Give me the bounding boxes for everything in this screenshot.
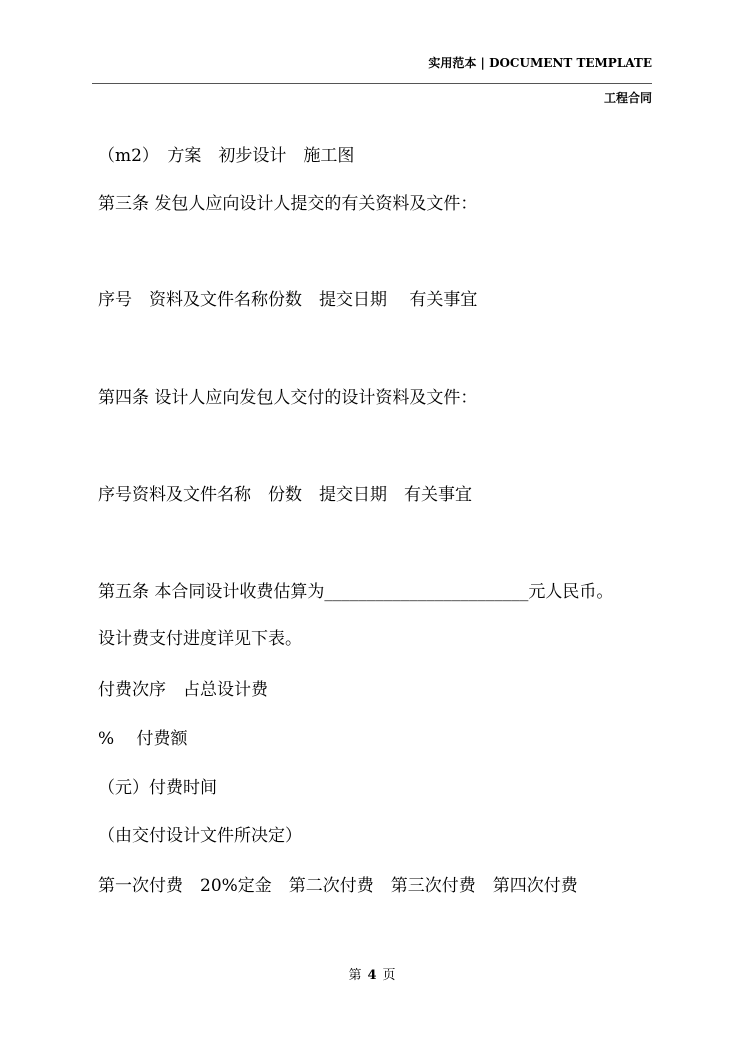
body-line-article-4: 第四条 设计人应向发包人交付的设计资料及文件：: [98, 388, 478, 408]
page-footer: [0, 964, 744, 983]
header-divider: [92, 83, 652, 84]
body-line-payment-stages: 第一次付费 20%定金 第二次付费 第三次付费 第四次付费: [98, 876, 578, 896]
footer-prefix: 第: [348, 968, 362, 983]
body-line-payment-order: 付费次序 占总设计费: [98, 680, 268, 700]
page-number: 4: [367, 968, 377, 983]
body-line-article-5: 第五条 本合同设计收费估算为________________________元人民币。: [98, 582, 614, 602]
body-line-payment-amount: % 付费额: [98, 729, 188, 749]
body-line-payment-time: （元）付费时间: [98, 778, 217, 798]
body-line-payment-condition: （由交付设计文件所决定）: [98, 826, 302, 846]
body-line-table-header-2: 序号资料及文件名称 份数 提交日期 有关事宜: [98, 485, 472, 505]
body-line-payment-note: 设计费支付进度详见下表。: [98, 629, 302, 649]
document-header-subtitle: 工程合同: [603, 91, 652, 105]
body-line-article-3: 第三条 发包人应向设计人提交的有关资料及文件：: [98, 194, 478, 214]
body-line-area-phases: （m2） 方案 初步设计 施工图: [98, 146, 355, 166]
document-header-title: 实用范本 | DOCUMENT TEMPLATE: [428, 56, 652, 70]
body-line-table-header-1: 序号 资料及文件名称份数 提交日期 有关事宜: [98, 290, 478, 310]
footer-suffix: 页: [382, 968, 396, 983]
